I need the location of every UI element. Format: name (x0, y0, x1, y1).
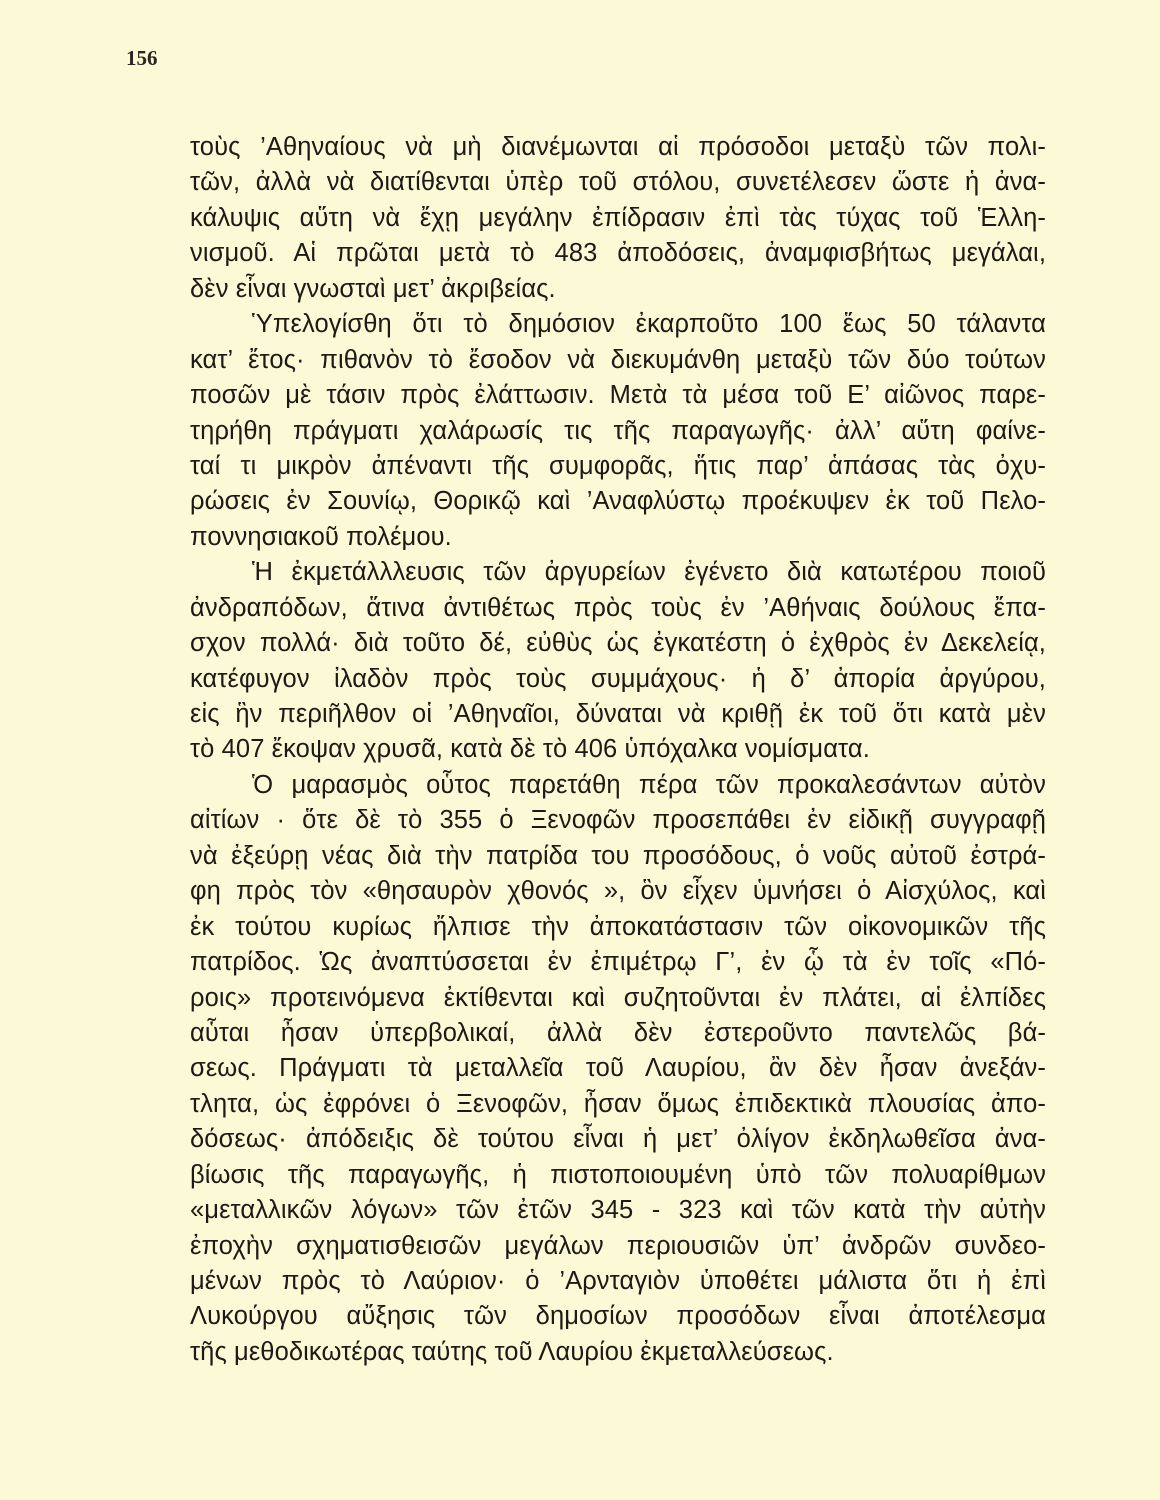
paragraph (190, 307, 1046, 555)
page-number: 156 (126, 46, 158, 70)
text-line: Ὁ μαρασμὸς οὗτος παρετάθη πέρα τῶν προκαλεσάντων αὐτὸν (252, 770, 1046, 799)
paragraph (190, 768, 1046, 1370)
text-line: ἐκ τούτου κυρίως ἤλπισε τὴν ἀποκατάστασιν τῶν οἰκονομικῶν τῆς (190, 912, 1046, 941)
text-line: ποσῶν μὲ τάσιν πρὸς ἐλάττωσιν. Μετὰ τὰ μέσα τοῦ Ε’ αἰῶνος παρε- (190, 381, 1046, 410)
body-text (190, 130, 1046, 1370)
text-line: σχον πολλά· διὰ τοῦτο δέ, εὐθὺς ὡς ἐγκατέστη ὁ ἐχθρὸς ἐν Δεκελείᾳ, (190, 629, 1046, 658)
text-line: Ἡ ἐκμετάλλλευσις τῶν ἀργυρείων ἐγένετο διὰ κατωτέρου ποιοῦ (252, 558, 1046, 587)
text-line: σεως. Πράγματι τὰ μεταλλεῖα τοῦ Λαυρίου, ἂν δὲν ἦσαν ἀνεξάν- (190, 1054, 1046, 1083)
text-line: εἰς ἣν περιῆλθον οἱ ’Αθηναῖοι, δύναται νὰ κριθῇ ἐκ τοῦ ὅτι κατὰ μὲν (190, 700, 1046, 728)
text-line: τλητα, ὡς ἐφρόνει ὁ Ξενοφῶν, ἦσαν ὅμως ἐπιδεκτικὰ πλουσίας ἀπο- (190, 1089, 1046, 1118)
text-line: αἰτίων · ὅτε δὲ τὸ 355 ὁ Ξενοφῶν προσεπάθει ἐν εἰδικῇ συγγραφῇ (190, 806, 1046, 835)
text-line: Ὑπελογίσθη ὅτι τὸ δημόσιον ἐκαρποῦτο 100 ἕως 50 τάλαντα (252, 310, 1046, 339)
text-line: βίωσις τῆς παραγωγῆς, ἡ πιστοποιουμένη ὑπὸ τῶν πολυαρίθμων (190, 1160, 1046, 1189)
text-line: δὲν εἶναι γνωσταὶ μετ’ ἀκριβείας. (190, 274, 556, 303)
text-line: τηρήθη πράγματι χαλάρωσίς τις τῆς παραγωγῆς· ἀλλ’ αὕτη φαίνε- (190, 416, 1046, 445)
text-line: κάλυψις αὕτη νὰ ἔχῃ μεγάλην ἐπίδρασιν ἐπὶ τὰς τύχας τοῦ Ἑλλη- (190, 203, 1046, 232)
text-line: δόσεως· ἀπόδειξις δὲ τούτου εἶναι ἡ μετ’ ὀλίγον ἐκδηλωθεῖσα ἀνα- (190, 1125, 1046, 1154)
text-line: Λυκούργου αὔξησις τῶν δημοσίων προσόδων εἶναι ἀποτέλεσμα (190, 1302, 1046, 1331)
text-line: τὸ 407 ἔκοψαν χρυσᾶ, κατὰ δὲ τὸ 406 ὑπόχαλκα νομίσματα. (190, 735, 870, 764)
text-line: κατέφυγον ἰλαδὸν πρὸς τοὺς συμμάχους· ἡ δ’ ἀπορία ἀργύρου, (190, 664, 1046, 693)
text-line: κατ’ ἔτος· πιθανὸν τὸ ἔσοδον νὰ διεκυμάνθη μεταξὺ τῶν δύο τούτων (190, 345, 1046, 374)
text-line: ρώσεις ἐν Σουνίῳ, Θορικῷ καὶ ’Αναφλύστῳ προέκυψεν ἐκ τοῦ Πελο- (190, 487, 1046, 516)
text-line: ταί τι μικρὸν ἀπέναντι τῆς συμφορᾶς, ἥτις παρ’ ἁπάσας τὰς ὀχυ- (190, 451, 1046, 480)
text-line: νὰ ἐξεύρῃ νέας διὰ τὴν πατρίδα του προσόδους, ὁ νοῦς αὐτοῦ ἐστρά- (190, 841, 1046, 870)
text-line: «μεταλλικῶν λόγων» τῶν ἐτῶν 345 - 323 καὶ τῶν κατὰ τὴν αὐτὴν (190, 1196, 1046, 1225)
text-line: τῶν, ἀλλὰ νὰ διατίθενται ὑπὲρ τοῦ στόλου, συνετέλεσεν ὥστε ἡ ἀνα- (190, 168, 1046, 197)
text-line: αὗται ἦσαν ὑπερβολικαί, ἀλλὰ δὲν ἐστεροῦντο παντελῶς βά- (190, 1018, 1046, 1047)
text-line: νισμοῦ. Αἱ πρῶται μετὰ τὸ 483 ἀποδόσεις, ἀναμφισβήτως μεγάλαι, (190, 239, 1046, 268)
text-line: ἐποχὴν σχηματισθεισῶν μεγάλων περιουσιῶν ὑπ’ ἀνδρῶν συνδεο- (190, 1231, 1046, 1260)
text-line: ροις» προτεινόμενα ἐκτίθενται καὶ συζητοῦνται ἐν πλάτει, αἱ ἐλπίδες (190, 983, 1046, 1012)
paragraph (190, 555, 1046, 768)
paragraph (190, 130, 1046, 307)
text-line: τοὺς ’Αθηναίους νὰ μὴ διανέμωνται αἱ πρόσοδοι μεταξὺ τῶν πολι- (190, 133, 1046, 161)
text-line: μένων πρὸς τὸ Λαύριον· ὁ ’Αρνταγιὸν ὑποθέτει μάλιστα ὅτι ἡ ἐπὶ (190, 1267, 1046, 1295)
text-line: ἀνδραπόδων, ἅτινα ἀντιθέτως πρὸς τοὺς ἐν ’Αθήναις δούλους ἔπα- (190, 593, 1046, 622)
text-line: πατρίδος. Ὡς ἀναπτύσσεται ἐν ἐπιμέτρῳ Γ’, ἐν ᾧ τὰ ἐν τοῖς «Πό- (190, 948, 1046, 977)
text-line: ποννησιακοῦ πολέμου. (190, 522, 452, 551)
text-line: τῆς μεθοδικωτέρας ταύτης τοῦ Λαυρίου ἐκμεταλλεύσεως. (190, 1337, 834, 1366)
text-line: φη πρὸς τὸν «θησαυρὸν χθονός », ὃν εἶχεν ὑμνήσει ὁ Αἰσχύλος, καὶ (190, 877, 1046, 906)
